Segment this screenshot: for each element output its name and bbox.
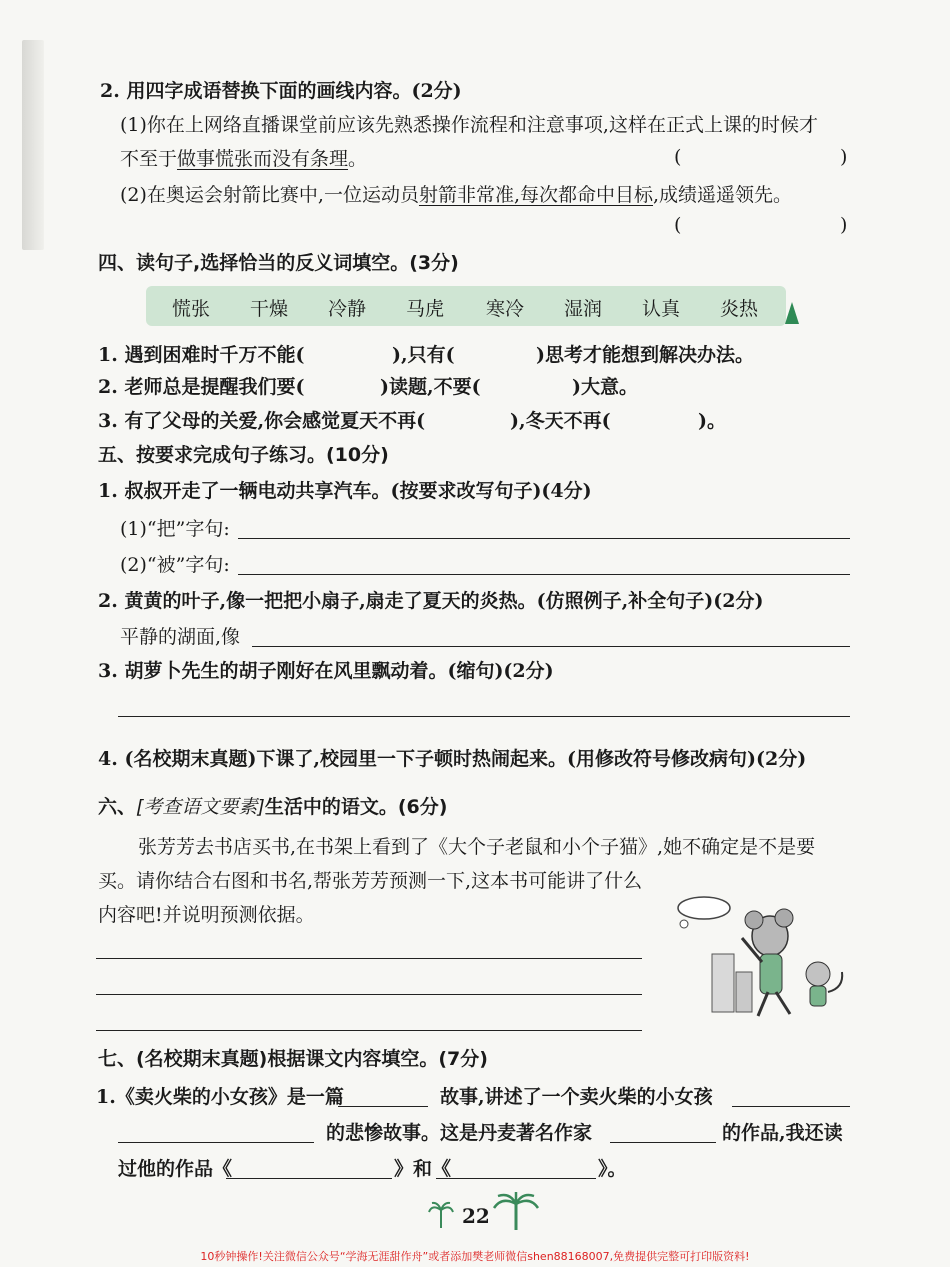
answer-line[interactable] [238, 538, 850, 539]
s7-l1-b: 故事,讲述了一个卖火柴的小女孩 [440, 1086, 713, 1108]
word-bank-item: 炎热 [720, 298, 759, 320]
word-bank-box [146, 286, 786, 326]
q2-s2 [120, 182, 792, 208]
s4-q2-mid: )读题,不要( [380, 376, 481, 398]
q2-s1-line2 [120, 146, 367, 172]
answer-line[interactable] [118, 1142, 314, 1143]
section7-title: 七、(名校期末真题)根据课文内容填空。(7分) [98, 1048, 488, 1070]
answer-paren-open: ( [674, 146, 682, 168]
answer-line[interactable] [436, 1178, 596, 1179]
tree-icon [785, 302, 799, 324]
s4-q1-end: )思考才能想到解决办法。 [536, 344, 754, 366]
mouse-and-cat-illustration [672, 892, 852, 1024]
s6-p1: 张芳芳去书店买书,在书架上看到了《大个子老鼠和小个子猫》,她不确定是不是要 [138, 836, 816, 858]
text: 。 [348, 148, 368, 170]
answer-line[interactable] [96, 1030, 642, 1031]
section5-title: 五、按要求完成句子练习。(10分) [98, 444, 389, 466]
answer-line[interactable] [610, 1142, 716, 1143]
s4-q2: 2. 老师总是提醒我们要( [98, 376, 305, 398]
s5-q4: 4. (名校期末真题)下课了,校园里一下子顿时热闹起来。(用修改符号修改病句)(2分) [98, 748, 807, 770]
answer-line[interactable] [732, 1106, 850, 1107]
word-bank-item: 干燥 [250, 298, 289, 320]
s5-q1: 1. 叔叔开走了一辆电动共享汽车。(按要求改写句子)(4分) [98, 480, 592, 502]
answer-line[interactable] [252, 646, 850, 647]
palm-right-icon [492, 1192, 540, 1230]
s7-l2-b: 的作品,我还读 [722, 1122, 843, 1144]
underlined-phrase: 射箭非常准,每次都命中目标 [418, 184, 654, 206]
answer-paren-open: ( [674, 214, 682, 236]
word-bank-item: 马虎 [406, 298, 445, 320]
text: 生活中的语文。(6分) [264, 796, 448, 818]
answer-line[interactable] [226, 1178, 392, 1179]
answer-paren-close: ) [840, 146, 848, 168]
s7-l3-c: 》。 [598, 1158, 627, 1180]
tag: [考查语文要素] [136, 796, 265, 818]
word-bank-item: 湿润 [564, 298, 603, 320]
text: ,成绩遥遥领先。 [653, 184, 793, 206]
s7-l1-a: 1.《卖火柴的小女孩》是一篇 [96, 1086, 344, 1108]
word-bank-item: 慌张 [172, 298, 211, 320]
answer-paren-close: ) [840, 214, 848, 236]
s5-q1-b: (2)“被”字句: [120, 554, 230, 576]
s6-p2: 买。请你结合右图和书名,帮张芳芳预测一下,这本书可能讲了什么 [98, 870, 643, 892]
footer-note: 10秒钟操作!关注微信公众号“学海无涯甜作舟”或者添加樊老师微信shen88168007,免费提供完整可打印版资料! [200, 1250, 750, 1263]
text: 六、 [98, 796, 137, 818]
s4-q1: 1. 遇到困难时千万不能( [98, 344, 305, 366]
s4-q1-mid: ),只有( [392, 344, 455, 366]
s4-q3-mid: ),冬天不再( [510, 410, 611, 432]
section6-title [98, 794, 447, 820]
answer-line[interactable] [238, 574, 850, 575]
word-bank-item: 认真 [642, 298, 681, 320]
palm-left-icon [428, 1200, 454, 1228]
s5-q2: 2. 黄黄的叶子,像一把把小扇子,扇走了夏天的炎热。(仿照例子,补全句子)(2分) [98, 590, 764, 612]
underlined-phrase: 做事慌张而没有条理 [177, 148, 349, 170]
page-number: 22 [462, 1204, 490, 1228]
answer-line[interactable] [338, 1106, 428, 1107]
s7-l2-a: 的悲惨故事。这是丹麦著名作家 [326, 1122, 593, 1144]
s4-q2-end: )大意。 [572, 376, 638, 398]
s4-q3-end: )。 [698, 410, 726, 432]
answer-line[interactable] [96, 958, 642, 959]
word-bank-item: 寒冷 [486, 298, 525, 320]
section4-title: 四、读句子,选择恰当的反义词填空。(3分) [98, 252, 459, 274]
s6-p3: 内容吧!并说明预测依据。 [98, 904, 315, 926]
s5-q1-a: (1)“把”字句: [120, 518, 230, 540]
s5-q3: 3. 胡萝卜先生的胡子刚好在风里飘动着。(缩句)(2分) [98, 660, 554, 682]
text: 不至于 [120, 148, 178, 170]
answer-line[interactable] [118, 716, 850, 717]
answer-line[interactable] [96, 994, 642, 995]
q2-s1-line1: (1)你在上网络直播课堂前应该先熟悉操作流程和注意事项,这样在正式上课的时候才 [120, 114, 818, 136]
s5-q2-a: 平静的湖面,像 [120, 626, 241, 648]
word-bank-item: 冷静 [328, 298, 367, 320]
binding-edge [22, 40, 44, 250]
s7-l3-b: 》和《 [394, 1158, 452, 1180]
s7-l3-a: 过他的作品《 [118, 1158, 233, 1180]
text: (2)在奥运会射箭比赛中,一位运动员 [120, 184, 419, 206]
q2-title: 2. 用四字成语替换下面的画线内容。(2分) [100, 80, 462, 102]
s4-q3: 3. 有了父母的关爱,你会感觉夏天不再( [98, 410, 426, 432]
